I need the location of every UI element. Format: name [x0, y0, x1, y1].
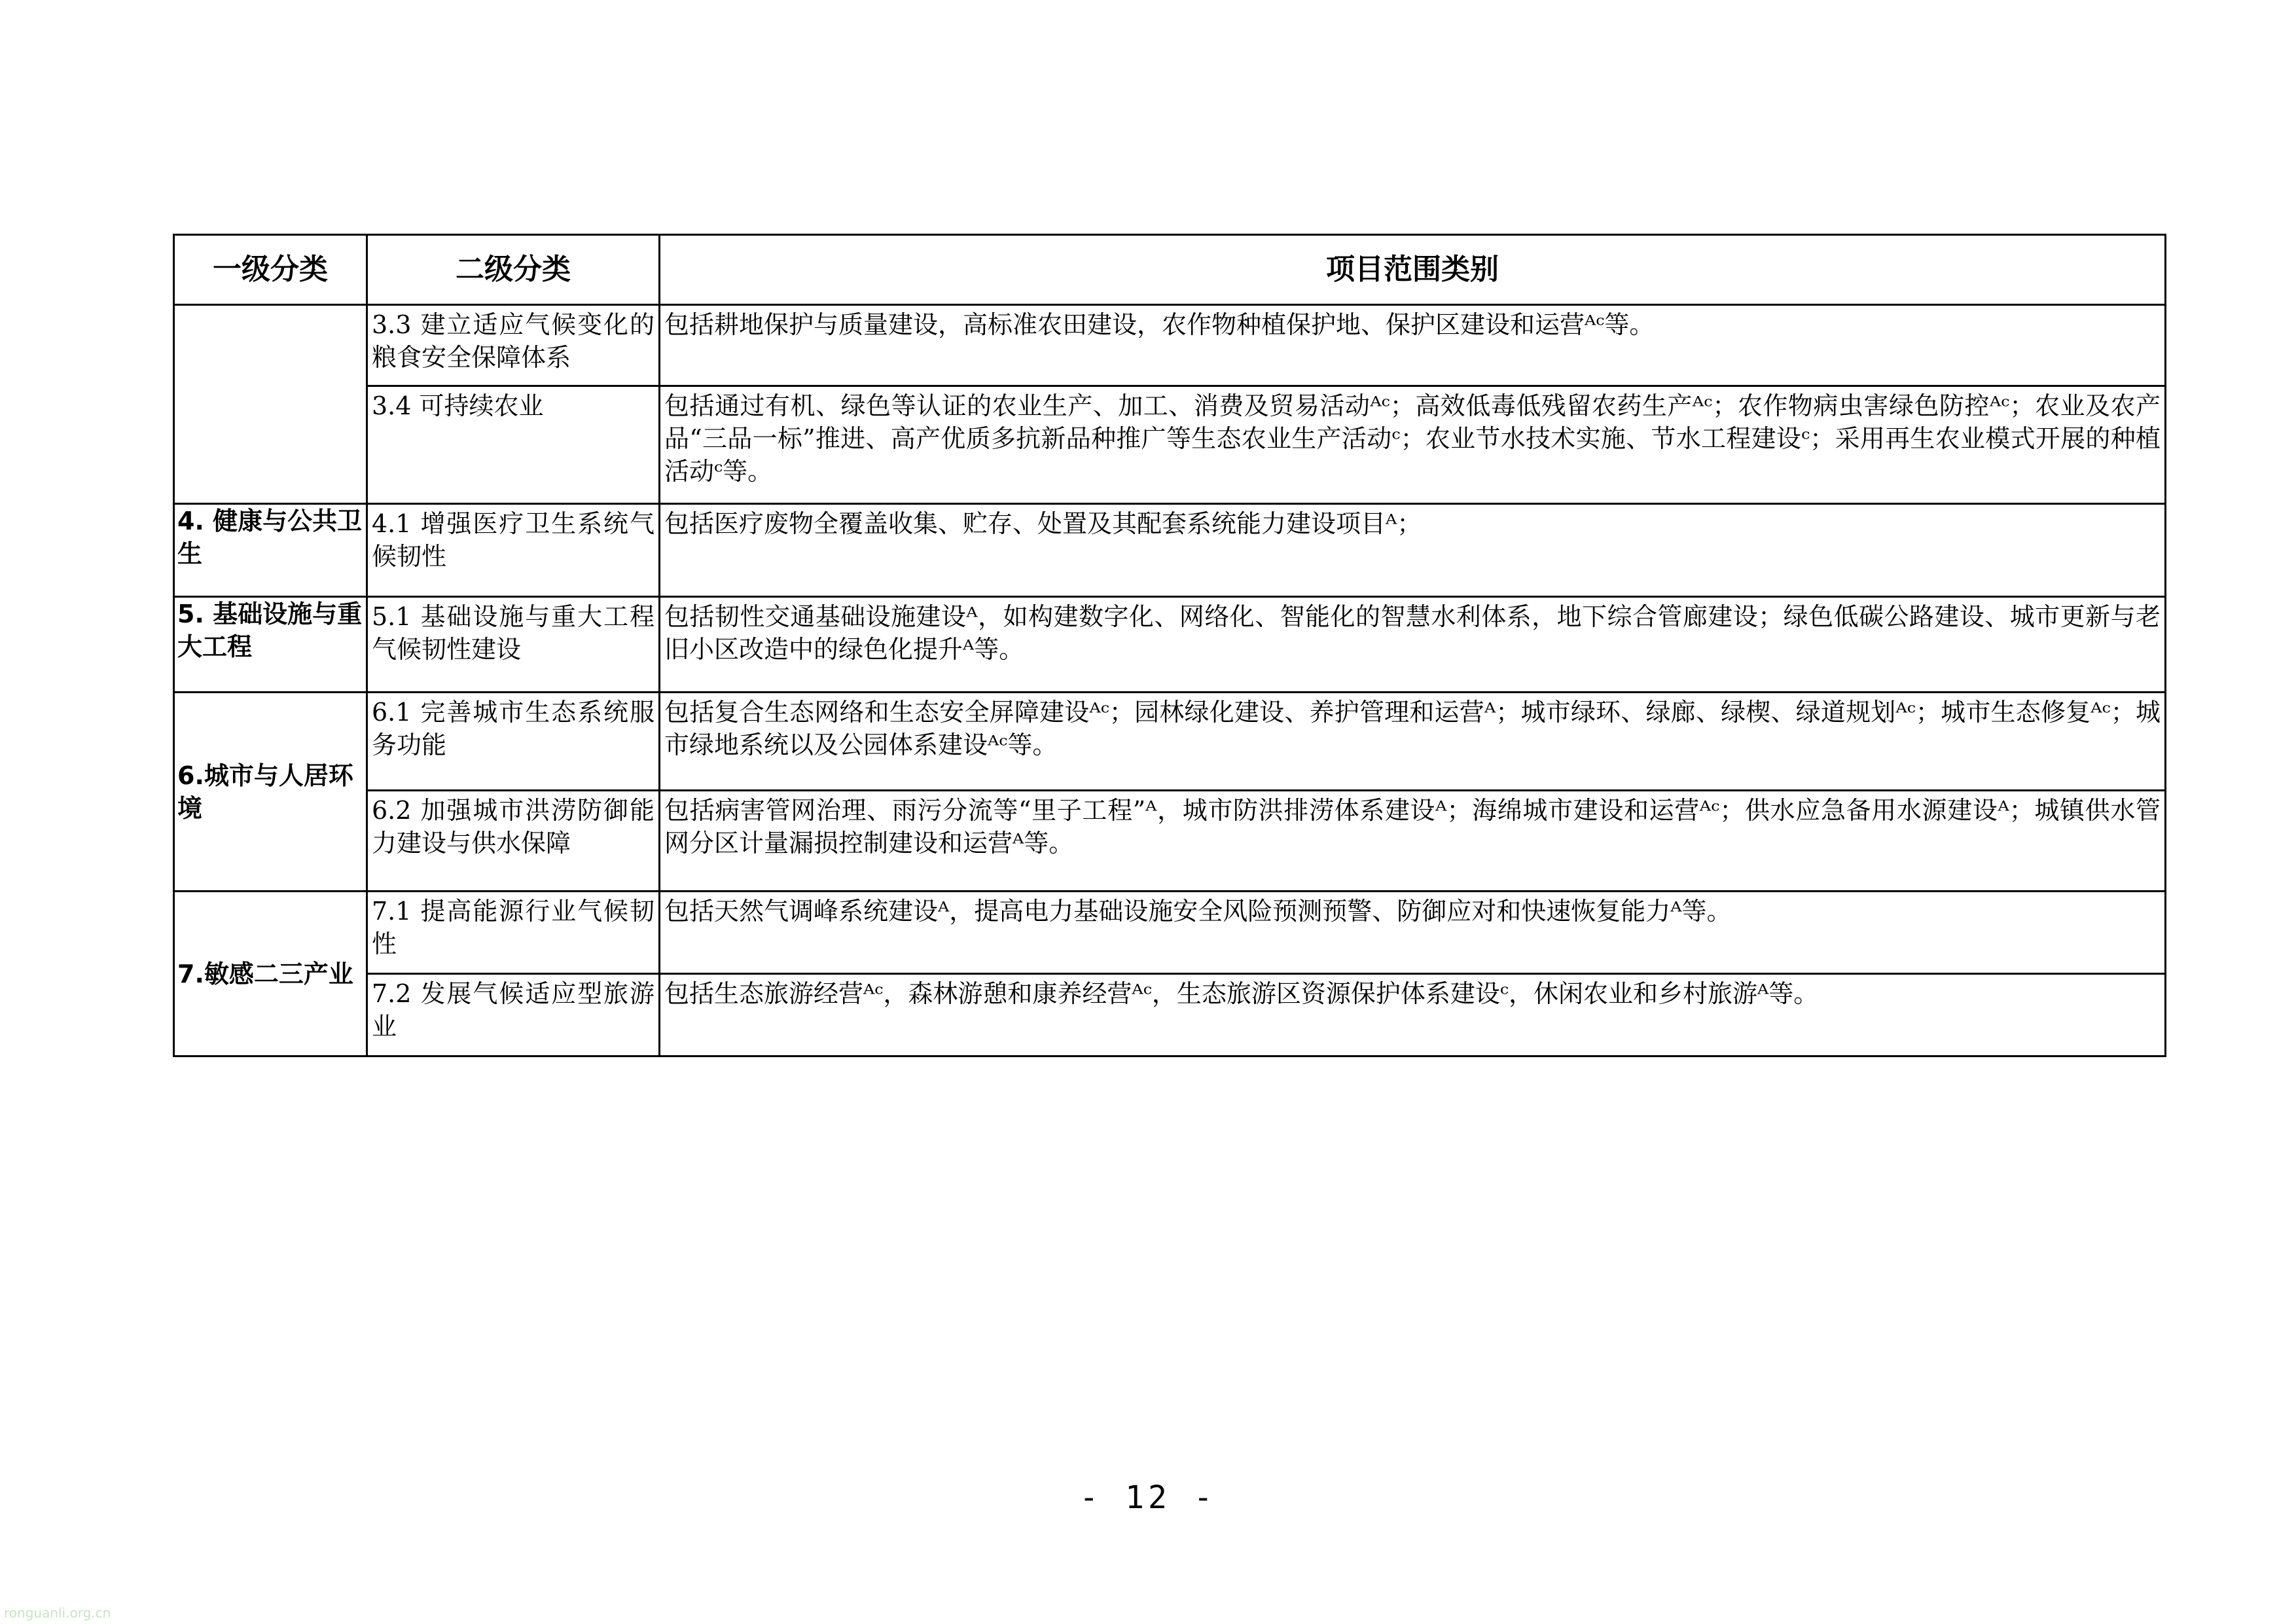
scope-cell: 包括耕地保护与质量建设，高标准农田建设，农作物种植保护地、保护区建设和运营ᴬᶜ等。 — [660, 305, 2166, 386]
table-row — [174, 892, 2166, 974]
level2-cell: 5.1 基础设施与重大工程气候韧性建设 — [367, 597, 660, 693]
level2-cell: 4.1 增强医疗卫生系统气候韧性 — [367, 504, 660, 597]
table-row — [174, 386, 2166, 504]
level2-cell: 3.3 建立适应气候变化的粮食安全保障体系 — [367, 305, 660, 386]
level1-cell: 7.敏感二三产业 — [174, 892, 367, 1056]
header-scope: 项目范围类别 — [660, 235, 2166, 305]
level1-cell-3 — [174, 305, 367, 504]
scope-cell: 包括通过有机、绿色等认证的农业生产、加工、消费及贸易活动ᴬᶜ；高效低毒低残留农药生产ᴬᶜ；农作物病虫害绿色防控ᴬᶜ；农业及农产品“三品一标”推进、高产优质多抗新品种推广等生态农业生产活动ᶜ；农业节水技术实施、节水工程建设ᶜ；采用再生农业模式开展的种植活动ᶜ等。 — [660, 386, 2166, 504]
table-row — [174, 504, 2166, 597]
scope-cell: 包括病害管网治理、雨污分流等“里子工程”ᴬ，城市防洪排涝体系建设ᴬ；海绵城市建设和运营ᴬᶜ；供水应急备用水源建设ᴬ；城镇供水管网分区计量漏损控制建设和运营ᴬ等。 — [660, 791, 2166, 892]
level1-cell: 6.城市与人居环境 — [174, 693, 367, 892]
table-row — [174, 791, 2166, 892]
level1-cell: 5. 基础设施与重大工程 — [174, 597, 367, 693]
table-row — [174, 597, 2166, 693]
scope-cell: 包括生态旅游经营ᴬᶜ，森林游憩和康养经营ᴬᶜ，生态旅游区资源保护体系建设ᶜ，休闲农业和乡村旅游ᴬ等。 — [660, 974, 2166, 1056]
level2-cell: 7.1 提高能源行业气候韧性 — [367, 892, 660, 974]
watermark: ronguanli.org.cn — [4, 1605, 111, 1621]
scope-cell: 包括韧性交通基础设施建设ᴬ，如构建数字化、网络化、智能化的智慧水利体系，地下综合管廊建设；绿色低碳公路建设、城市更新与老旧小区改造中的绿色化提升ᴬ等。 — [660, 597, 2166, 693]
level2-cell: 3.4 可持续农业 — [367, 386, 660, 504]
classification-table — [173, 234, 2166, 1057]
table-header-row — [174, 235, 2166, 305]
level2-cell: 6.2 加强城市洪涝防御能力建设与供水保障 — [367, 791, 660, 892]
scope-cell: 包括天然气调峰系统建设ᴬ，提高电力基础设施安全风险预测预警、防御应对和快速恢复能力ᴬ等。 — [660, 892, 2166, 974]
level1-cell: 4. 健康与公共卫生 — [174, 504, 367, 597]
page-number: - 12 - — [1079, 1479, 1217, 1516]
table-row — [174, 974, 2166, 1056]
scope-cell: 包括医疗废物全覆盖收集、贮存、处置及其配套系统能力建设项目ᴬ； — [660, 504, 2166, 597]
header-level1: 一级分类 — [174, 235, 367, 305]
level2-cell: 6.1 完善城市生态系统服务功能 — [367, 693, 660, 791]
table-row — [174, 305, 2166, 386]
table-row — [174, 693, 2166, 791]
level2-cell: 7.2 发展气候适应型旅游业 — [367, 974, 660, 1056]
header-level2: 二级分类 — [367, 235, 660, 305]
scope-cell: 包括复合生态网络和生态安全屏障建设ᴬᶜ；园林绿化建设、养护管理和运营ᴬ；城市绿环、绿廊、绿楔、绿道规划ᴬᶜ；城市生态修复ᴬᶜ；城市绿地系统以及公园体系建设ᴬᶜ等。 — [660, 693, 2166, 791]
